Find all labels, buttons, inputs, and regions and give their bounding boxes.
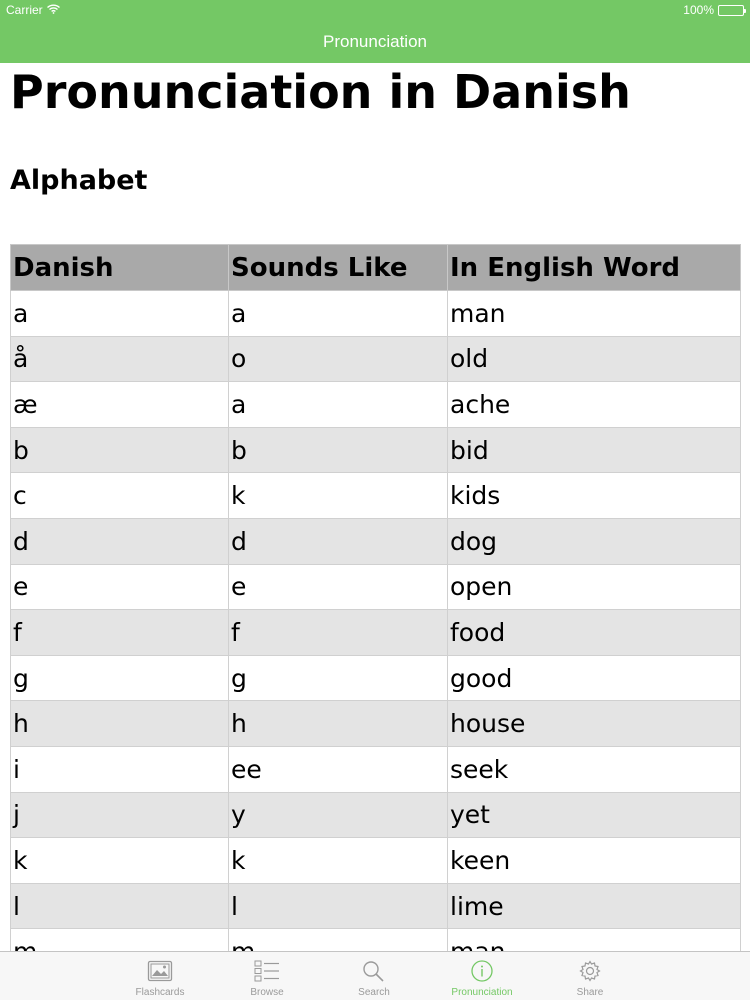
sounds-like: a <box>229 382 448 428</box>
header-sounds-like: Sounds Like <box>229 245 448 291</box>
browse-icon <box>254 960 280 987</box>
sounds-like: y <box>229 792 448 838</box>
tab-pronunciation-label: Pronunciation <box>451 987 513 998</box>
battery-info <box>683 3 744 17</box>
header-english-word: In English Word <box>448 245 741 291</box>
table-row <box>11 427 741 473</box>
page-title: Pronunciation in Danish <box>10 65 631 119</box>
english-word: man <box>448 291 741 337</box>
table-row <box>11 518 741 564</box>
english-word: food <box>448 610 741 656</box>
danish-letter: e <box>11 564 229 610</box>
table-row <box>11 564 741 610</box>
sounds-like: ee <box>229 746 448 792</box>
danish-letter: b <box>11 427 229 473</box>
english-word: yet <box>448 792 741 838</box>
sounds-like: h <box>229 701 448 747</box>
table-row <box>11 291 741 337</box>
tab-pronunciation[interactable] <box>427 952 537 1001</box>
danish-letter: c <box>11 473 229 519</box>
english-word: ache <box>448 382 741 428</box>
info-icon <box>469 960 495 987</box>
danish-letter: å <box>11 336 229 382</box>
sounds-like: k <box>229 838 448 884</box>
tab-search-label: Search <box>358 987 390 998</box>
sounds-like: d <box>229 518 448 564</box>
english-word: keen <box>448 838 741 884</box>
sounds-like: g <box>229 655 448 701</box>
danish-letter: a <box>11 291 229 337</box>
english-word: open <box>448 564 741 610</box>
wifi-icon <box>47 3 60 17</box>
tab-browse-label: Browse <box>250 987 284 998</box>
danish-letter: j <box>11 792 229 838</box>
english-word: seek <box>448 746 741 792</box>
table-row <box>11 336 741 382</box>
sounds-like: b <box>229 427 448 473</box>
english-word: dog <box>448 518 741 564</box>
header-danish: Danish <box>11 245 229 291</box>
table-row <box>11 838 741 884</box>
table-row <box>11 701 741 747</box>
danish-letter: k <box>11 838 229 884</box>
carrier-label: Carrier <box>6 3 43 17</box>
danish-letter: i <box>11 746 229 792</box>
status-bar <box>0 0 750 20</box>
tab-flashcards[interactable] <box>105 952 215 1001</box>
english-word: kids <box>448 473 741 519</box>
table-row <box>11 792 741 838</box>
table-header-row <box>11 245 741 291</box>
english-word: good <box>448 655 741 701</box>
english-word: lime <box>448 883 741 929</box>
table-row <box>11 883 741 929</box>
sounds-like: a <box>229 291 448 337</box>
english-word: bid <box>448 427 741 473</box>
sounds-like: k <box>229 473 448 519</box>
content-area[interactable] <box>0 63 750 951</box>
tab-bar <box>0 951 750 1000</box>
tab-share-label: Share <box>576 987 604 998</box>
section-title: Alphabet <box>10 165 148 196</box>
danish-letter: h <box>11 701 229 747</box>
danish-letter: f <box>11 610 229 656</box>
tab-share[interactable] <box>535 952 645 1001</box>
tab-browse[interactable] <box>212 952 322 1001</box>
danish-letter: g <box>11 655 229 701</box>
english-word: old <box>448 336 741 382</box>
alphabet-table <box>10 244 741 975</box>
danish-letter: d <box>11 518 229 564</box>
tab-flashcards-label: Flashcards <box>135 987 185 998</box>
battery-percent: 100% <box>683 3 714 17</box>
sounds-like: f <box>229 610 448 656</box>
search-icon <box>361 960 387 987</box>
table-row <box>11 655 741 701</box>
danish-letter: l <box>11 883 229 929</box>
navigation-bar <box>0 20 750 63</box>
table-row <box>11 382 741 428</box>
table-row <box>11 746 741 792</box>
carrier-info <box>6 3 60 17</box>
sounds-like: o <box>229 336 448 382</box>
nav-title: Pronunciation <box>323 31 427 51</box>
table-row <box>11 610 741 656</box>
table-row <box>11 473 741 519</box>
english-word: house <box>448 701 741 747</box>
danish-letter: æ <box>11 382 229 428</box>
sounds-like: l <box>229 883 448 929</box>
battery-icon <box>718 5 744 16</box>
tab-search[interactable] <box>319 952 429 1001</box>
gear-icon <box>577 960 603 987</box>
flashcards-icon <box>147 960 173 987</box>
sounds-like: e <box>229 564 448 610</box>
